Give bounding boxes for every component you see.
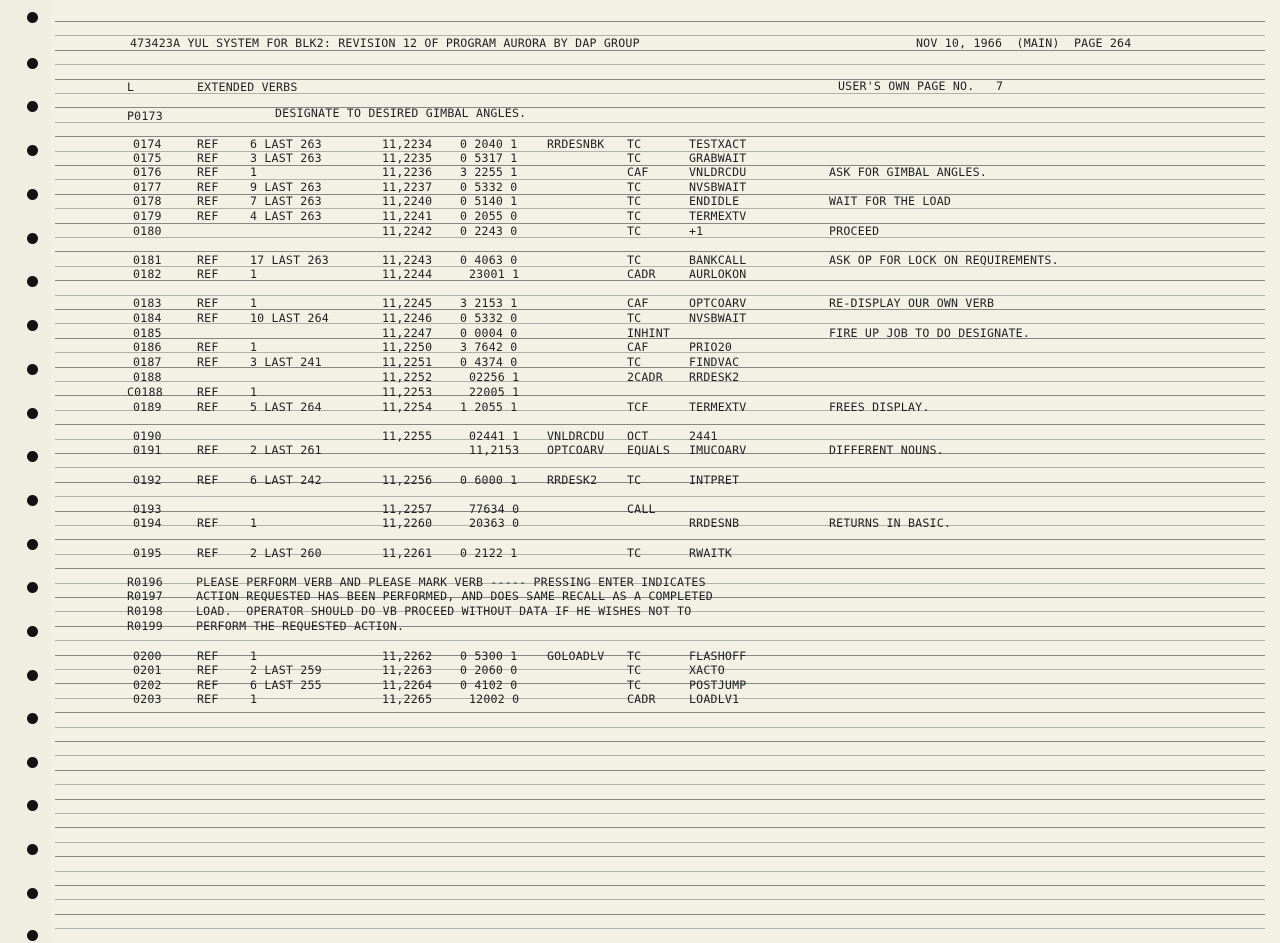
ruled-line [55,871,1265,872]
line-number: 0174 [133,137,162,151]
punch-hole [27,189,38,200]
ruled-line [55,698,1265,699]
ref-marker: REF [197,209,219,223]
octal-word: 20363 0 [469,516,520,530]
ruled-line [55,741,1265,742]
line-number: 0183 [133,296,162,310]
address: 11,2245 [382,296,433,310]
remark-line-number: R0198 [127,604,163,618]
line-number: C0188 [127,385,163,399]
line-number: 0184 [133,311,162,325]
ref-info: 6 LAST 255 [250,678,322,692]
line-number: 0176 [133,165,162,179]
ref-marker: REF [197,340,219,354]
ruled-line [55,194,1265,195]
line-number: 0186 [133,340,162,354]
ref-marker: REF [197,546,219,560]
address: 11,2265 [382,692,433,706]
octal-word: 1 2055 1 [460,400,518,414]
punch-hole [27,495,38,506]
opcode: OCT [627,429,649,443]
ref-marker: REF [197,253,219,267]
operand: INTPRET [689,473,740,487]
opcode: CAF [627,340,649,354]
octal-word: 0 5140 1 [460,194,518,208]
symbol-label: GOLOADLV [547,649,605,663]
ruled-line [55,439,1265,440]
ruled-line [55,165,1265,166]
ref-info: 2 LAST 260 [250,546,322,560]
line-number: 0185 [133,326,162,340]
ruled-line [55,280,1265,281]
punch-hole [27,757,38,768]
ruled-line [55,424,1265,425]
operand: NVSBWAIT [689,180,747,194]
opcode: TC [627,663,642,677]
opcode: TC [627,137,642,151]
octal-word: 12002 0 [469,692,520,706]
operand: TERMEXTV [689,209,747,223]
operand: VNLDRCDU [689,165,747,179]
operand: PRIO20 [689,340,733,354]
symbol-label: VNLDRCDU [547,429,605,443]
ruled-line [55,482,1265,483]
ruled-line [55,914,1265,915]
ruled-line [55,266,1265,267]
remark-title-line-number: P0173 [127,109,163,123]
ruled-line [55,784,1265,785]
address: 11,2251 [382,355,433,369]
line-number: 0177 [133,180,162,194]
address: 11,2256 [382,473,433,487]
operand: AURLOKON [689,267,747,281]
punch-hole [27,320,38,331]
comment: PROCEED [829,224,880,238]
remark-text: PLEASE PERFORM VERB AND PLEASE MARK VERB ----- PRESSING ENTER INDICATES [196,575,706,589]
remark-text: ACTION REQUESTED HAS BEEN PERFORMED, AND DOES SAME RECALL AS A COMPLETED [196,589,713,603]
comment: ASK FOR GIMBAL ANGLES. [829,165,987,179]
ruled-line [55,151,1265,152]
punch-hole [27,930,38,941]
operand: FLASHOFF [689,649,747,663]
ref-marker: REF [197,165,219,179]
ruled-line [55,395,1265,396]
octal-word: 3 2255 1 [460,165,518,179]
page-header-title: 473423A YUL SYSTEM FOR BLK2: REVISION 12 OF PROGRAM AURORA BY DAP GROUP [130,36,640,50]
address: 11,2241 [382,209,433,223]
ref-marker: REF [197,516,219,530]
punch-hole [27,276,38,287]
ruled-line [55,179,1265,180]
octal-word: 0 5332 0 [460,180,518,194]
ref-marker: REF [197,194,219,208]
ruled-line [55,410,1265,411]
octal-word: 0 5317 1 [460,151,518,165]
ref-marker: REF [197,649,219,663]
ref-marker: REF [197,678,219,692]
line-number: 0201 [133,663,162,677]
octal-word: 0 2243 0 [460,224,518,238]
octal-word: 0 5332 0 [460,311,518,325]
ruled-line [55,568,1265,569]
opcode: TC [627,649,642,663]
line-number: 0187 [133,355,162,369]
opcode: TCF [627,400,649,414]
operand: +1 [689,224,704,238]
comment: ASK OP FOR LOCK ON REQUIREMENTS. [829,253,1059,267]
ref-info: 1 [250,649,258,663]
address: 11,2252 [382,370,433,384]
ruled-line [55,640,1265,641]
line-number: 0188 [133,370,162,384]
ruled-line [55,655,1265,656]
ref-marker: REF [197,663,219,677]
opcode: TC [627,224,642,238]
punch-hole [27,101,38,112]
ref-info: 1 [250,165,258,179]
punch-hole [27,451,38,462]
remark-line-number: R0196 [127,575,163,589]
ruled-line [55,770,1265,771]
line-number: 0179 [133,209,162,223]
octal-word: 02441 1 [469,429,520,443]
remark-text: PERFORM THE REQUESTED ACTION. [196,619,405,633]
ruled-line [55,50,1265,51]
operand: RRDESNB [689,516,740,530]
opcode: CADR [627,267,656,281]
punch-hole [27,800,38,811]
ref-info: 1 [250,385,258,399]
octal-word: 0 5300 1 [460,649,518,663]
ruled-line [55,295,1265,296]
ruled-line [55,122,1265,123]
ruled-line [55,323,1265,324]
ref-info: 3 LAST 241 [250,355,322,369]
ruled-line [55,496,1265,497]
opcode: 2CADR [627,370,663,384]
ref-info: 5 LAST 264 [250,400,322,414]
ref-info: 3 LAST 263 [250,151,322,165]
octal-word: 0 2055 0 [460,209,518,223]
address: 11,2244 [382,267,433,281]
line-number: 0178 [133,194,162,208]
punch-hole [27,670,38,681]
punch-hole [27,844,38,855]
symbol-label: OPTCOARV [547,443,605,457]
address: 11,2246 [382,311,433,325]
address: 11,2257 [382,502,433,516]
ref-marker: REF [197,151,219,165]
address: 11,2263 [382,663,433,677]
ref-info: 2 LAST 261 [250,443,322,457]
opcode: CADR [627,692,656,706]
ruled-line [55,899,1265,900]
octal-word: 3 2153 1 [460,296,518,310]
ref-marker: REF [197,137,219,151]
punch-hole [27,582,38,593]
address: 11,2243 [382,253,433,267]
ruled-line [55,251,1265,252]
opcode: TC [627,355,642,369]
ruled-line [55,799,1265,800]
address: 11,2261 [382,546,433,560]
ref-marker: REF [197,296,219,310]
ref-info: 1 [250,340,258,354]
octal-word: 77634 0 [469,502,520,516]
remark-text: LOAD. OPERATOR SHOULD DO VB PROCEED WITHOUT DATA IF HE WISHES NOT TO [196,604,692,618]
ref-marker: REF [197,267,219,281]
ruled-line [55,554,1265,555]
ref-marker: REF [197,473,219,487]
ruled-line [55,712,1265,713]
ruled-line [55,223,1265,224]
address: 11,2250 [382,340,433,354]
address: 11,2237 [382,180,433,194]
ruled-line [55,352,1265,353]
ref-marker: REF [197,400,219,414]
comment: FIRE UP JOB TO DO DESIGNATE. [829,326,1031,340]
page-header-date-page: NOV 10, 1966 (MAIN) PAGE 264 [916,36,1132,50]
ruled-line [55,237,1265,238]
operand: OPTCOARV [689,296,747,310]
line-number: 0189 [133,400,162,414]
comment: DIFFERENT NOUNS. [829,443,944,457]
ruled-line [55,755,1265,756]
ref-info: 9 LAST 263 [250,180,322,194]
punch-hole-margin [0,0,50,943]
opcode: TC [627,194,642,208]
opcode: TC [627,209,642,223]
ref-marker: REF [197,385,219,399]
address: 11,2254 [382,400,433,414]
operand: RRDESK2 [689,370,740,384]
line-number: 0195 [133,546,162,560]
opcode: TC [627,151,642,165]
line-number: 0203 [133,692,162,706]
octal-word: 0 4102 0 [460,678,518,692]
ruled-line [55,309,1265,310]
opcode: TC [627,678,642,692]
ref-info: 1 [250,267,258,281]
operand: POSTJUMP [689,678,747,692]
address: 11,2262 [382,649,433,663]
log-section-name: EXTENDED VERBS [197,80,298,94]
ruled-line [55,136,1265,137]
octal-word: 0 0004 0 [460,326,518,340]
address: 11,2264 [382,678,433,692]
punch-hole [27,713,38,724]
ref-info: 1 [250,516,258,530]
operand: FINDVAC [689,355,740,369]
ruled-line [55,21,1265,22]
opcode: TC [627,253,642,267]
ruled-line [55,683,1265,684]
operand: GRABWAIT [689,151,747,165]
address: 11,2253 [382,385,433,399]
opcode: CALL [627,502,656,516]
address: 11,2234 [382,137,433,151]
ruled-line [55,885,1265,886]
operand: RWAITK [689,546,733,560]
line-number: 0194 [133,516,162,530]
punch-hole [27,408,38,419]
line-number: 0200 [133,649,162,663]
octal-word: 11,2153 [469,443,520,457]
punch-hole [27,364,38,375]
octal-word: 23001 1 [469,267,520,281]
ref-info: 2 LAST 259 [250,663,322,677]
address: 11,2260 [382,516,433,530]
opcode: TC [627,180,642,194]
ruled-line [55,539,1265,540]
ruled-line [55,367,1265,368]
ruled-line [55,525,1265,526]
line-number: 0181 [133,253,162,267]
octal-word: 0 2040 1 [460,137,518,151]
line-number: 0175 [133,151,162,165]
ref-marker: REF [197,311,219,325]
operand: BANKCALL [689,253,747,267]
remark-line-number: R0199 [127,619,163,633]
punch-hole [27,233,38,244]
ref-info: 7 LAST 263 [250,194,322,208]
ruled-line [55,842,1265,843]
ref-info: 6 LAST 242 [250,473,322,487]
octal-word: 0 4063 0 [460,253,518,267]
opcode: TC [627,311,642,325]
punch-hole [27,12,38,23]
opcode: TC [627,546,642,560]
ref-info: 4 LAST 263 [250,209,322,223]
ruled-line [55,928,1265,929]
punch-hole [27,888,38,899]
ruled-line [55,107,1265,108]
ruled-line [55,467,1265,468]
line-number: 0193 [133,502,162,516]
comment: FREES DISPLAY. [829,400,930,414]
users-own-page-number: USER'S OWN PAGE NO. 7 [838,79,1004,93]
operand: ENDIDLE [689,194,740,208]
operand: XACTO [689,663,725,677]
operand: 2441 [689,429,718,443]
line-number: 0202 [133,678,162,692]
ref-info: 17 LAST 263 [250,253,329,267]
operand: IMUCOARV [689,443,747,457]
ruled-line [55,511,1265,512]
octal-word: 02256 1 [469,370,520,384]
ruled-line [55,813,1265,814]
ref-marker: REF [197,692,219,706]
punch-hole [27,626,38,637]
address: 11,2242 [382,224,433,238]
line-number: 0190 [133,429,162,443]
line-number: 0191 [133,443,162,457]
address: 11,2235 [382,151,433,165]
octal-word: 3 7642 0 [460,340,518,354]
symbol-label: RRDESK2 [547,473,598,487]
log-section-letter: L [127,80,135,94]
operand: TESTXACT [689,137,747,151]
octal-word: 22005 1 [469,385,520,399]
ruled-line [55,64,1265,65]
ref-info: 1 [250,296,258,310]
ref-marker: REF [197,443,219,457]
octal-word: 0 2060 0 [460,663,518,677]
ref-info: 6 LAST 263 [250,137,322,151]
comment: RE-DISPLAY OUR OWN VERB [829,296,995,310]
opcode: TC [627,473,642,487]
line-number: 0180 [133,224,162,238]
ruled-line [55,856,1265,857]
opcode: CAF [627,165,649,179]
ref-marker: REF [197,180,219,194]
symbol-label: RRDESNBK [547,137,605,151]
remark-title-text: DESIGNATE TO DESIRED GIMBAL ANGLES. [275,106,527,120]
remark-line-number: R0197 [127,589,163,603]
opcode: EQUALS [627,443,671,457]
operand: LOADLV1 [689,692,740,706]
punch-hole [27,539,38,550]
ref-info: 1 [250,692,258,706]
ruled-line [55,727,1265,728]
opcode: INHINT [627,326,671,340]
address: 11,2247 [382,326,433,340]
address: 11,2255 [382,429,433,443]
comment: WAIT FOR THE LOAD [829,194,952,208]
punch-hole [27,145,38,156]
ruled-line [55,827,1265,828]
ruled-line [55,669,1265,670]
punch-hole [27,58,38,69]
address: 11,2240 [382,194,433,208]
address: 11,2236 [382,165,433,179]
octal-word: 0 2122 1 [460,546,518,560]
octal-word: 0 6000 1 [460,473,518,487]
operand: TERMEXTV [689,400,747,414]
line-number: 0182 [133,267,162,281]
operand: NVSBWAIT [689,311,747,325]
opcode: CAF [627,296,649,310]
line-number: 0192 [133,473,162,487]
ruled-line [55,208,1265,209]
ref-marker: REF [197,355,219,369]
comment: RETURNS IN BASIC. [829,516,952,530]
octal-word: 0 4374 0 [460,355,518,369]
ref-info: 10 LAST 264 [250,311,329,325]
